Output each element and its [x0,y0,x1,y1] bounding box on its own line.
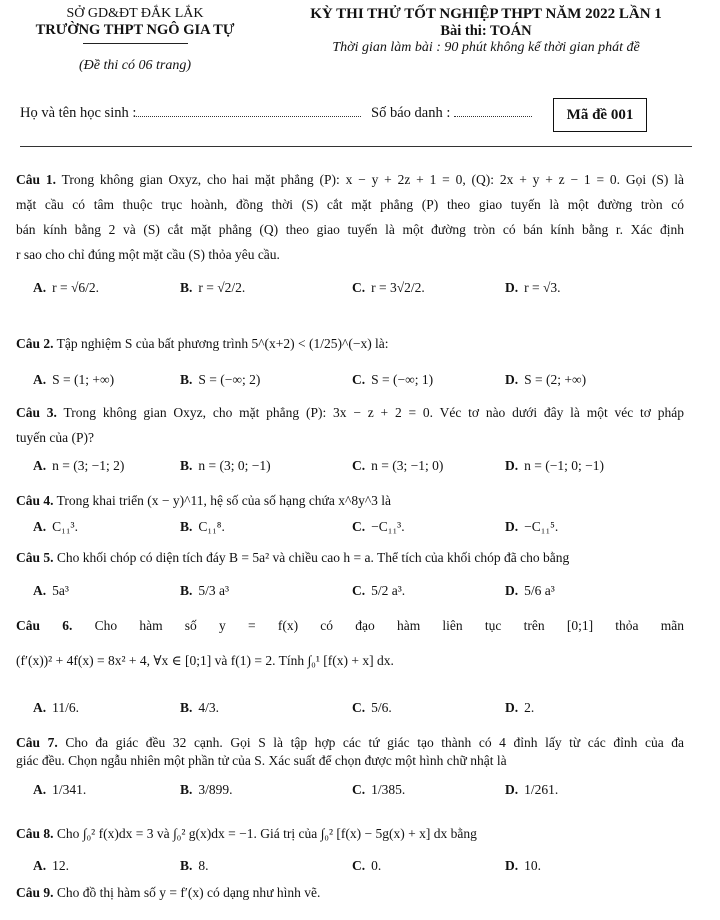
q6-answer-b: 4/3. [198,700,220,715]
student-name-label: Họ và tên học sinh : [20,105,137,121]
q2-option-c[interactable]: C. S = (−∞; 1) [352,372,434,387]
q5-option-b[interactable]: B. 5/3 a³ [180,583,230,598]
header-separator [20,146,692,147]
q3-answer-a: n = (3; −1; 2) [52,458,125,473]
q6-option-b[interactable]: B. 4/3. [180,700,220,715]
q3-option-b[interactable]: B. n = (3; 0; −1) [180,458,271,473]
q5-answer-b: 5/3 a³ [198,583,230,598]
sbd-label: Số báo danh : [371,105,451,121]
q4-answer-d: −C₁₁⁵. [524,519,559,534]
q9-text: Cho đồ thị hàm số y = f′(x) có dạng như hình vẽ. [56,885,321,900]
q7-line-2: giác đều. Chọn ngẫu nhiên một phần tử của S. Xác suất để chọn được một hình chữ nhật là [16,753,507,768]
q7-answer-b: 3/899. [198,782,233,797]
q7-label: Câu 7. [16,735,58,750]
q4-answer-c: −C₁₁³. [371,519,405,534]
q7-option-c[interactable]: C. 1/385. [352,782,406,797]
q2-line [16,331,684,356]
q1-answer-b: r = √2/2. [198,280,246,295]
q4-label: Câu 4. [16,493,54,508]
q2-answer-a: S = (1; +∞) [52,372,115,387]
school-name: TRƯỜNG THPT NGÔ GIA TỰ [35,22,235,38]
exam-code-box: Mã đề 001 [553,98,647,132]
q4-option-c[interactable]: C. −C₁₁³. [352,519,405,534]
header-right [262,6,710,56]
q1-text-1: Trong không gian Oxyz, cho hai mặt phẳng (P): x − y + 2z + 1 = 0, (Q): 2x + y + z − 1 = 0. Gọi (S) là [61,172,684,187]
header-left [20,6,250,74]
q6-text-1: Cho hàm số y = f(x) có đạo hàm liên tục trên [0;1] thỏa mãn [94,618,685,633]
q4-answer-a: C₁₁³. [52,519,78,534]
q5-option-d[interactable]: D. 5/6 a³ [505,583,555,598]
q4-option-a[interactable]: A. C₁₁³. [33,519,78,534]
q1-option-c[interactable]: C. r = 3√2/2. [352,280,425,295]
q2-text: Tập nghiệm S của bất phương trình 5^(x+2) < (1/25)^(−x) là: [56,336,389,351]
q1-line-4: r sao cho chỉ đúng một mặt cầu (S) thỏa yêu cầu. [16,247,280,262]
q3-text-1: Trong không gian Oxyz, cho mặt phẳng (P): 3x − z + 2 = 0. Véc tơ nào dưới đây là một véc tơ pháp [63,405,684,420]
q8-answer-d: 10. [524,858,541,873]
q4-option-b[interactable]: B. C₁₁⁸. [180,519,225,534]
q5-option-c[interactable]: C. 5/2 a³. [352,583,406,598]
q2-label: Câu 2. [16,336,54,351]
exam-subject: Bài thi: TOÁN [440,23,532,39]
q7-option-b[interactable]: B. 3/899. [180,782,233,797]
q5-answer-d: 5/6 a³ [524,583,555,598]
q1-option-a[interactable]: A. r = √6/2. [33,280,100,295]
q4-answer-b: C₁₁⁸. [198,519,225,534]
q6-option-c[interactable]: C. 5/6. [352,700,392,715]
q5-label: Câu 5. [16,550,54,565]
q3-option-d[interactable]: D. n = (−1; 0; −1) [505,458,604,473]
q9-line [16,880,684,905]
q1-line-3: bán kính bằng 2 và (S) cắt mặt phẳng (Q) theo giao tuyến là một đường tròn có bán kính bằng r. Xác định [16,222,684,237]
q5-text: Cho khối chóp có diện tích đáy B = 5a² và chiều cao h = a. Thể tích của khối chóp đã cho bằng [56,550,570,565]
q3-line-1 [16,400,684,425]
q1-answer-a: r = √6/2. [52,280,100,295]
q4-line [16,488,684,513]
q3-answer-d: n = (−1; 0; −1) [524,458,604,473]
q7-option-d[interactable]: D. 1/261. [505,782,559,797]
q2-answer-d: S = (2; +∞) [524,372,587,387]
q7-answer-a: 1/341. [52,782,87,797]
q3-option-a[interactable]: A. n = (3; −1; 2) [33,458,125,473]
exam-title: KỲ THI THỬ TỐT NGHIỆP THPT NĂM 2022 LẦN 1 [310,6,662,22]
student-name-field[interactable] [136,106,361,117]
q6-line-1 [16,613,684,638]
q3-line-2: tuyến của (P)? [16,430,94,445]
q2-option-d[interactable]: D. S = (2; +∞) [505,372,587,387]
q7-answer-d: 1/261. [524,782,559,797]
q1-line-2: mặt cầu có tâm thuộc trục hoành, đồng thời (S) cắt mặt phẳng (P) theo giao tuyến là một đường tròn có [16,197,684,212]
exam-time: Thời gian làm bài : 90 phút không kể thời gian phát đề [332,40,640,55]
q4-text: Trong khai triển (x − y)^11, hệ số của số hạng chứa x^8y^3 là [56,493,392,508]
q3-answer-b: n = (3; 0; −1) [198,458,271,473]
q4-option-d[interactable]: D. −C₁₁⁵. [505,519,559,534]
q1-answer-d: r = √3. [524,280,561,295]
q2-option-a[interactable]: A. S = (1; +∞) [33,372,115,387]
q8-option-c[interactable]: C. 0. [352,858,382,873]
pages-note: (Đề thi có 06 trang) [79,58,191,73]
q5-answer-c: 5/2 a³. [371,583,406,598]
q1-line-1 [16,167,684,192]
q8-answer-a: 12. [52,858,69,873]
q7-text-1: Cho đa giác đều 32 cạnh. Gọi S là tập hợp các tứ giác tạo thành có 4 đỉnh lấy từ các đỉnh của đa [65,735,685,750]
student-info-line [20,105,532,122]
q1-label: Câu 1. [16,172,56,187]
q6-line-2: (f′(x))² + 4f(x) = 8x² + 4, ∀x ∈ [0;1] và f(1) = 2. Tính ∫₀¹ [f(x) + x] dx. [16,653,394,668]
q6-label: Câu 6. [16,618,73,633]
q8-answer-c: 0. [371,858,382,873]
q1-option-d[interactable]: D. r = √3. [505,280,561,295]
q8-line [16,821,684,846]
q8-option-a[interactable]: A. 12. [33,858,69,873]
q2-answer-c: S = (−∞; 1) [371,372,434,387]
q6-option-a[interactable]: A. 11/6. [33,700,79,715]
q5-line [16,545,684,570]
q7-option-a[interactable]: A. 1/341. [33,782,87,797]
q2-option-b[interactable]: B. S = (−∞; 2) [180,372,261,387]
q3-answer-c: n = (3; −1; 0) [371,458,444,473]
q6-option-d[interactable]: D. 2. [505,700,535,715]
q3-label: Câu 3. [16,405,57,420]
q5-answer-a: 5a³ [52,583,69,598]
q3-option-c[interactable]: C. n = (3; −1; 0) [352,458,444,473]
q8-option-b[interactable]: B. 8. [180,858,209,873]
q1-option-b[interactable]: B. r = √2/2. [180,280,246,295]
q8-answer-b: 8. [198,858,209,873]
q8-text: Cho ∫₀² f(x)dx = 3 và ∫₀² g(x)dx = −1. Giá trị của ∫₀² [f(x) − 5g(x) + x] dx bằng [56,826,477,841]
q6-answer-d: 2. [524,700,535,715]
header-divider [83,43,188,44]
q2-answer-b: S = (−∞; 2) [198,372,261,387]
q1-answer-c: r = 3√2/2. [371,280,425,295]
q6-answer-a: 11/6. [52,700,79,715]
q8-label: Câu 8. [16,826,54,841]
q9-label: Câu 9. [16,885,54,900]
q5-option-a[interactable]: A. 5a³ [33,583,69,598]
q6-answer-c: 5/6. [371,700,392,715]
sbd-field[interactable] [454,106,532,117]
q8-option-d[interactable]: D. 10. [505,858,541,873]
q7-answer-c: 1/385. [371,782,406,797]
department-name: SỞ GD&ĐT ĐẮK LẮK [66,6,204,21]
